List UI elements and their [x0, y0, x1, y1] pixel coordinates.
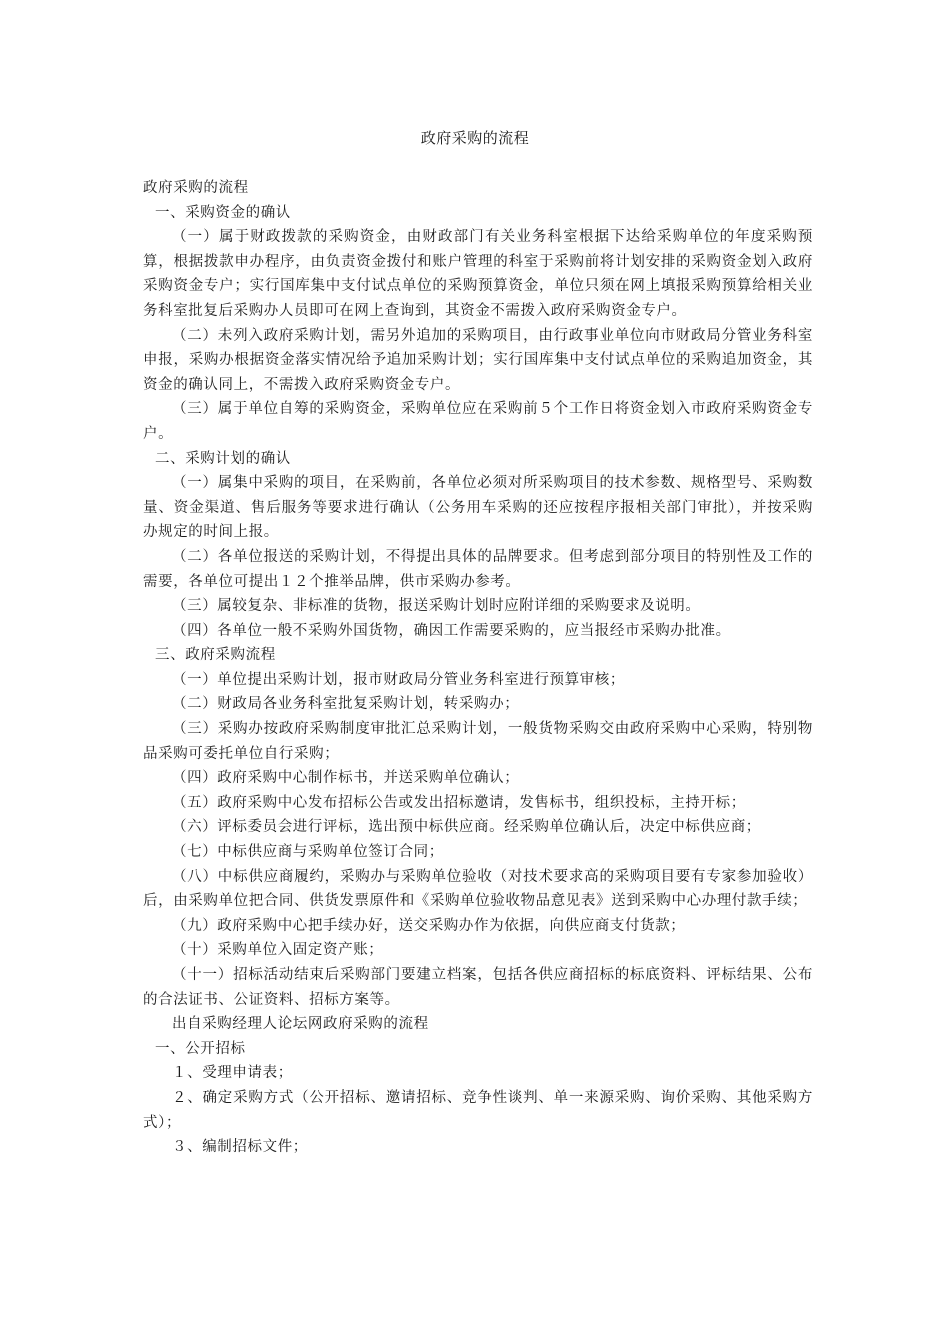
paragraph: （一）单位提出采购计划，报市财政局分管业务科室进行预算审核； — [172, 671, 625, 688]
document-body — [143, 176, 813, 1160]
paragraph: （二）财政局各业务科室批复采购计划，转采购办； — [172, 696, 520, 713]
paragraph: （九）政府采购中心把手续办好，送交采购办作为依据，向供应商支付货款； — [172, 917, 686, 934]
paragraph: （十）采购单位入固定资产账； — [172, 942, 384, 959]
paragraph: 出自采购经理人论坛网政府采购的流程 — [172, 1016, 429, 1033]
paragraph: （七）中标供应商与采购单位签订合同； — [172, 844, 444, 861]
paragraph: ３、编制招标文件； — [172, 1139, 308, 1156]
paragraph: （一）属集中采购的项目，在采购前，各单位必须对所采购项目的技术参数、规格型号、采购数量、资金渠道、售后服务等要求进行确认（公务用车采购的还应按程序报相关部门审批），并按采购办规定的时间上报。 — [143, 475, 813, 541]
paragraph: （二）未列入政府采购计划，需另外追加的采购项目，由行政事业单位向市财政局分管业务科室申报，采购办根据资金落实情况给予追加采购计划；实行国库集中支付试点单位的采购追加资金，其资金的确认同上，不需拨入政府采购资金专户。 — [143, 327, 813, 393]
paragraph: 一、公开招标 — [155, 1040, 246, 1057]
paragraph: 政府采购的流程 — [143, 180, 249, 196]
paragraph: ２、确定采购方式（公开招标、邀请招标、竞争性谈判、单一来源采购、询价采购、其他采购方式）； — [143, 1089, 813, 1131]
paragraph: （三）属较复杂、非标准的货物，报送采购计划时应附详细的采购要求及说明。 — [172, 598, 701, 615]
paragraph: （二）各单位报送的采购计划，不得提出具体的品牌要求。但考虑到部分项目的特别性及工作的需要，各单位可提出１２个推举品牌，供市采购办参考。 — [143, 548, 813, 590]
paragraph: （八）中标供应商履约，采购办与采购单位验收（对技术要求高的采购项目要有专家参加验收）后，由采购单位把合同、供货发票原件和《采购单位验收物品意见表》送到采购中心办理付款手续； — [143, 868, 813, 910]
paragraph: （十一）招标活动结束后采购部门要建立档案，包括各供应商招标的标底资料、评标结果、公布的合法证书、公证资料、招标方案等。 — [143, 967, 813, 1008]
document-title: 政府采购的流程 — [420, 129, 530, 147]
paragraph: （四）政府采购中心制作标书，并送采购单位确认； — [172, 770, 520, 787]
paragraph: 一、采购资金的确认 — [155, 204, 291, 221]
paragraph: （一）属于财政拨款的采购资金，由财政部门有关业务科室根据下达给采购单位的年度采购预算，根据拨款申办程序，由负责资金拨付和账户管理的科室于采购前将计划安排的采购资金划入政府采购资金专户；实行国库集中支付试点单位的采购预算资金，单位只须在网上填报采购预算给相关业务科室批复后采购办人员即可在网上查询到，其资金不需拨入政府采购资金专户。 — [143, 229, 813, 319]
paragraph: （三）采购办按政府采购制度审批汇总采购计划，一般货物采购交由政府采购中心采购，特别物品采购可委托单位自行采购； — [143, 721, 813, 762]
paragraph: 二、采购计划的确认 — [155, 450, 291, 467]
paragraph: 三、政府采购流程 — [155, 647, 276, 664]
paragraph: （四）各单位一般不采购外国货物，确因工作需要采购的，应当报经市采购办批准。 — [172, 622, 731, 639]
paragraph: （三）属于单位自筹的采购资金，采购单位应在采购前５个工作日将资金划入市政府采购资金专户。 — [143, 401, 813, 442]
paragraph: （六）评标委员会进行评标，选出预中标供应商。经采购单位确认后，决定中标供应商； — [172, 819, 761, 836]
paragraph: （五）政府采购中心发布招标公告或发出招标邀请，发售标书，组织投标，主持开标； — [172, 794, 746, 811]
paragraph: １、受理申请表； — [172, 1065, 293, 1082]
